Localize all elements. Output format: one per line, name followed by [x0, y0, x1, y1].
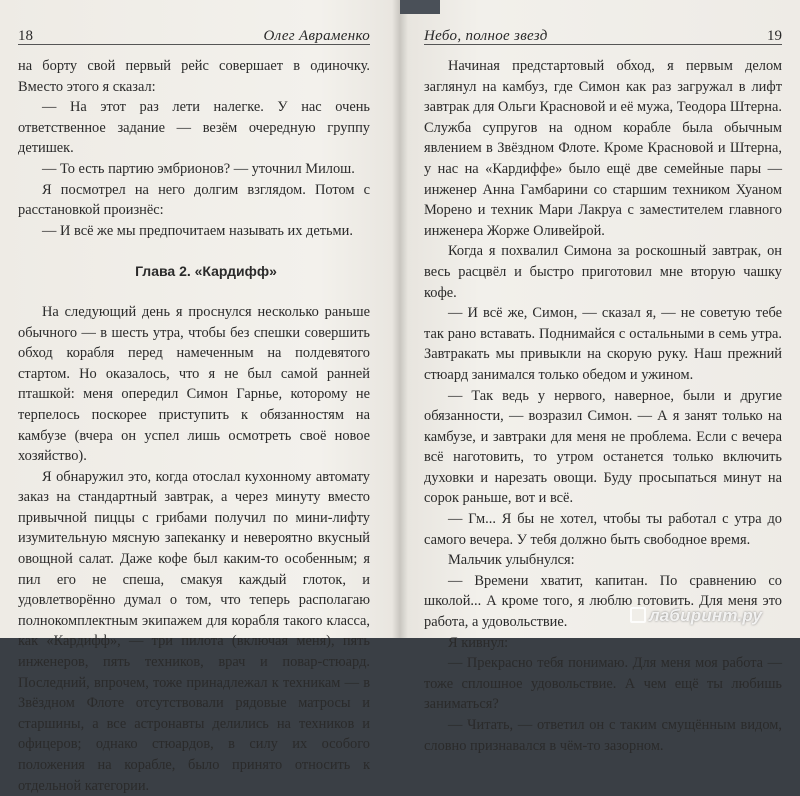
labirint-logo-icon	[630, 607, 646, 623]
page-body	[424, 56, 782, 756]
paragraph: — Прекрасно тебя понимаю. Для меня моя работа — тоже сплошное удовольствие. А чем ещё ты любишь заниматься?	[424, 655, 782, 713]
right-page	[402, 0, 800, 754]
paragraph: Мальчик улыбнулся:	[448, 552, 575, 569]
watermark-logo	[630, 606, 762, 626]
paragraph: — Гм... Я бы не хотел, чтобы ты работал с утра до самого вечера. У тебя должно быть свободное время.	[424, 511, 782, 548]
paragraph: — Времени хватит, капитан. По сравнению со школой... А кроме того, я люблю готовить. Для меня это работа, а удовольствие.	[424, 572, 782, 631]
paragraph: на борту свой первый рейс совершает в одиночку. Вместо этого я сказал:	[18, 58, 370, 95]
paragraph: — Читать, — ответил он с таким смущённым видом, словно признавался в чём-то зазорном.	[424, 717, 782, 754]
paragraph: Когда я похвалил Симона за роскошный завтрак, он весь расцвёл и быстро приготовил мне вторую чашку кофе.	[424, 243, 782, 301]
page-number: 18	[18, 28, 33, 44]
chapter-title: Глава 2. «Кардифф»	[135, 263, 277, 280]
paragraph: На следующий день я проснулся несколько раньше обычного — в шесть утра, чтобы без спешки совершить обход корабля перед намеченным на полдевятого стартом. Но оказалось, что я не был самой ранней пташкой: меня опередил Симон Гарнье, которому не терпелось поскорее приступить к обязанностям на камбузе (вчера он успел лишь осмотреть своё новое хозяйство).	[18, 303, 370, 465]
page-body	[18, 56, 370, 796]
paragraph: — То есть партию эмбрионов? — уточнил Милош.	[42, 160, 355, 177]
page-number: 19	[767, 28, 782, 44]
paragraph: Начиная предстартовый обход, я первым делом заглянул на камбуз, где Симон как раз загружал в лифт завтрак для Ольги Красновой и её мужа, Теодора Штерна. Служба супругов на одном корабле была обычным явлением в Звёздном Флоте. Кроме Красновой и Штерна, у нас на «Кардиффе» было ещё две семейные пары — инженер Анна Гамбарини со старшим техником Хуаном Морено и техник Мари Лакруа с заместителем главного инженера Жорже Оливейрой.	[424, 58, 782, 239]
author-name: Олег Авраменко	[263, 28, 370, 44]
running-header	[18, 22, 370, 45]
paragraph: Я кивнул:	[448, 634, 509, 651]
paragraph: Я посмотрел на него долгим взглядом. Потом с расстановкой произнёс:	[18, 181, 370, 219]
paragraph: — Так ведь у нервого, наверное, были и другие обязанности, — возразил Симон. — А я занят только на камбузе, и завтраки для меня не проблема. Если с вечера всё наготовить, то утром останется только включить духовки и нарезать овощи. Буду просыпаться минут на сорок раньше, вот и всё.	[424, 387, 782, 507]
paragraph: — На этот раз лети налегке. У нас очень ответственное задание — везём очередную группу детишек.	[18, 99, 370, 157]
watermark-text: лабиринт.ру	[649, 606, 763, 625]
paragraph: — И всё же мы предпочитаем называть их детьми.	[42, 222, 353, 239]
book-title: Небо, полное звезд	[424, 28, 548, 44]
paragraph: Я обнаружил это, когда отослал кухонному автомату заказ на стандартный завтрак, а через минуту вместо привычной пиццы с грибами получил по мини-лифту изумительную мясную запеканку и невероятно вкусный овощной салат. Даже кофе был каким-то особенным; я пил его не спеша, смакуя каждый глоток, и удовлетворённо думал о том, что теперь располагаю полнокомплектным экипажем для корабля такого класса, как «Кардифф», — три пилота (включая меня), пять инженеров, пять техников, врач и повар-стюард. Последний, впрочем, тоже принадлежал к техникам — в Звёздном Флоте отсутствовали рядовые матросы и старшины, а все астронавты делились на техников и офицеров; однако стюардов, в силу их особого положения на корабле, было принято относить к отдельной категории.	[18, 468, 370, 794]
paragraph: — И всё же, Симон, — сказал я, — не советую тебе так рано вставать. Поднимайся с остальными в семь утра. Завтракать мы привыкли на скорую руку. Наш прежний стюард занимался только обедом и ужином.	[424, 305, 782, 383]
running-header	[424, 22, 782, 45]
left-page	[0, 0, 398, 794]
